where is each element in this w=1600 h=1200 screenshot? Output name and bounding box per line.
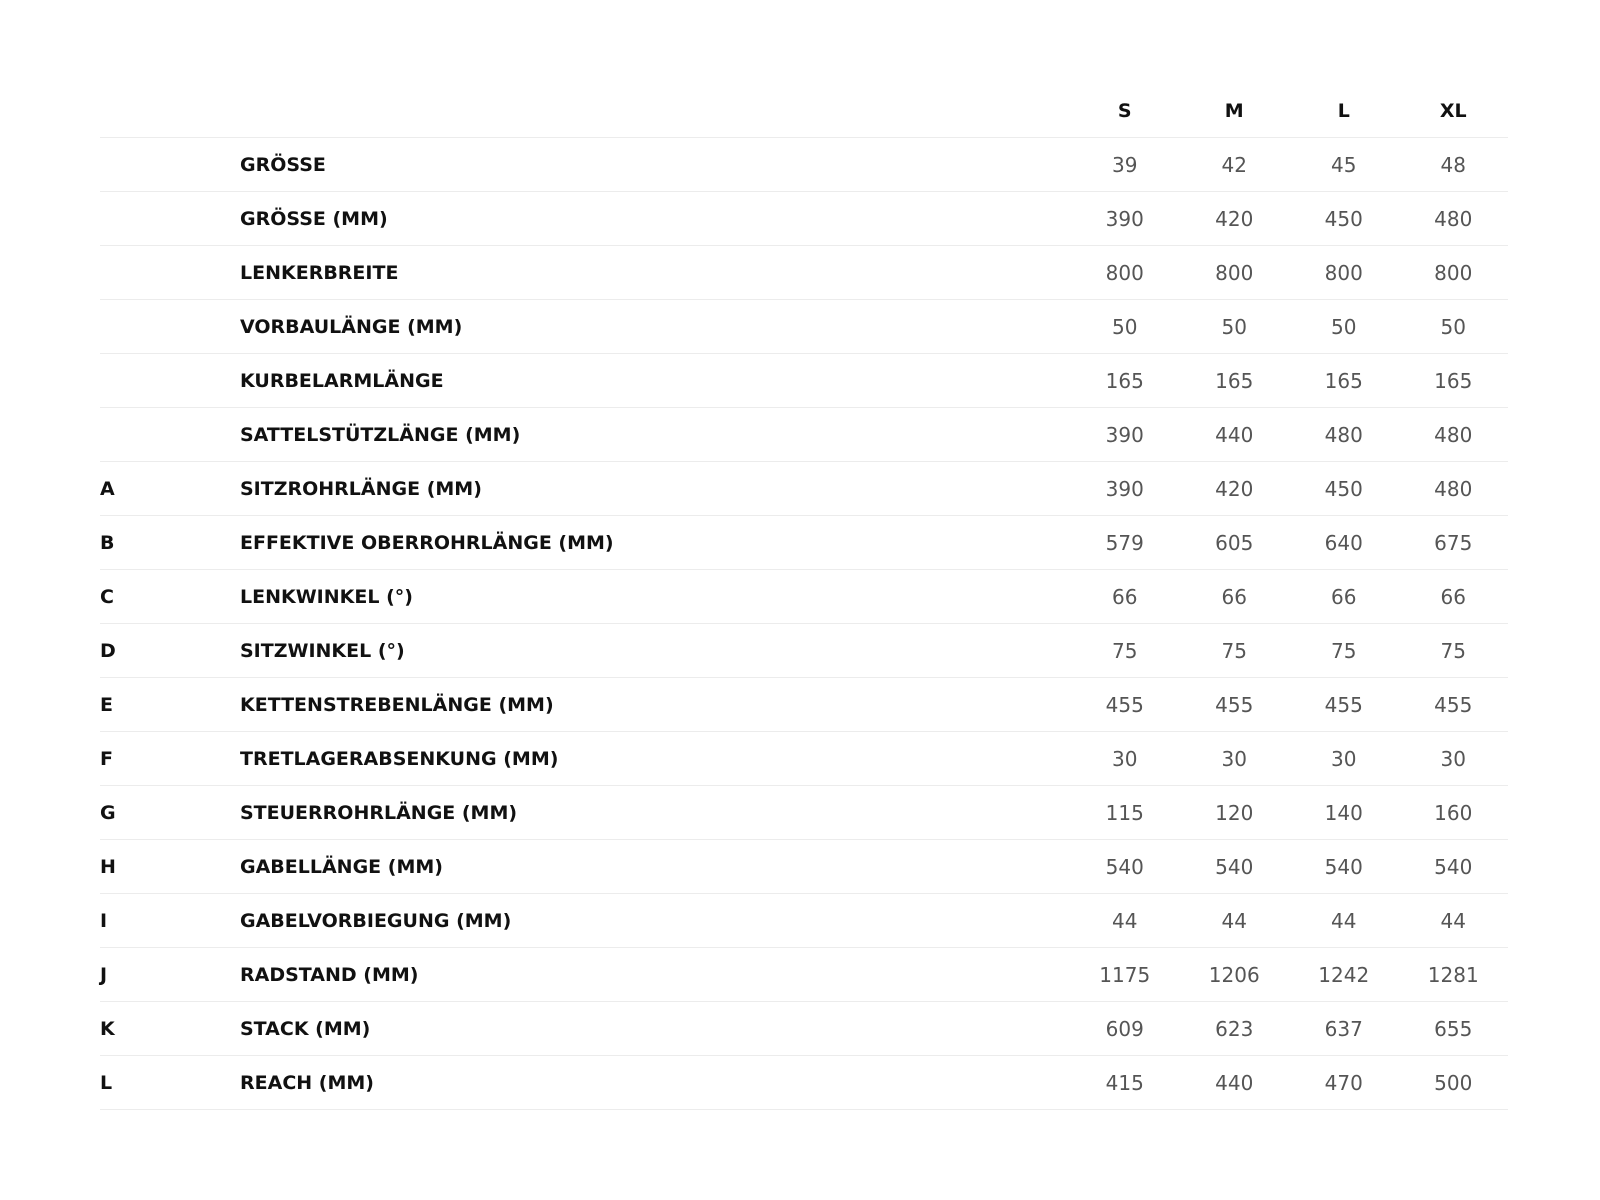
- row-label: GABELVORBIEGUNG (MM): [240, 894, 1070, 948]
- row-label: STEUERROHRLÄNGE (MM): [240, 786, 1070, 840]
- value-cell-xl: 455: [1399, 678, 1509, 732]
- row-letter: E: [100, 678, 240, 732]
- row-letter: L: [100, 1056, 240, 1110]
- value-cell-m: 75: [1180, 624, 1290, 678]
- table-row: [100, 462, 1508, 516]
- value-cell-m: 420: [1180, 192, 1290, 246]
- row-letter: H: [100, 840, 240, 894]
- value-cell-xl: 1281: [1399, 948, 1509, 1002]
- value-cell-l: 1242: [1289, 948, 1399, 1002]
- value-cell-s: 30: [1070, 732, 1180, 786]
- value-cell-l: 75: [1289, 624, 1399, 678]
- table-row: [100, 678, 1508, 732]
- value-cell-s: 75: [1070, 624, 1180, 678]
- value-cell-m: 540: [1180, 840, 1290, 894]
- value-cell-s: 165: [1070, 354, 1180, 408]
- table-row: [100, 1056, 1508, 1110]
- row-letter: [100, 192, 240, 246]
- value-cell-xl: 500: [1399, 1056, 1509, 1110]
- row-label: STACK (MM): [240, 1002, 1070, 1056]
- value-cell-m: 455: [1180, 678, 1290, 732]
- value-cell-m: 66: [1180, 570, 1290, 624]
- value-cell-s: 39: [1070, 138, 1180, 192]
- value-cell-xl: 30: [1399, 732, 1509, 786]
- geometry-table-body: [100, 138, 1508, 1110]
- table-row: [100, 408, 1508, 462]
- value-cell-s: 415: [1070, 1056, 1180, 1110]
- value-cell-m: 42: [1180, 138, 1290, 192]
- value-cell-xl: 165: [1399, 354, 1509, 408]
- row-letter: [100, 246, 240, 300]
- value-cell-s: 66: [1070, 570, 1180, 624]
- value-cell-s: 115: [1070, 786, 1180, 840]
- value-cell-xl: 66: [1399, 570, 1509, 624]
- value-cell-xl: 75: [1399, 624, 1509, 678]
- row-letter: G: [100, 786, 240, 840]
- value-cell-s: 50: [1070, 300, 1180, 354]
- row-label: SATTELSTÜTZLÄNGE (MM): [240, 408, 1070, 462]
- table-row: [100, 1002, 1508, 1056]
- table-row: [100, 246, 1508, 300]
- row-label: EFFEKTIVE OBERROHRLÄNGE (MM): [240, 516, 1070, 570]
- row-letter: J: [100, 948, 240, 1002]
- value-cell-m: 440: [1180, 1056, 1290, 1110]
- row-letter: F: [100, 732, 240, 786]
- value-cell-xl: 480: [1399, 408, 1509, 462]
- letter-header: [100, 84, 240, 138]
- value-cell-l: 450: [1289, 192, 1399, 246]
- value-cell-xl: 480: [1399, 192, 1509, 246]
- table-row: [100, 786, 1508, 840]
- value-cell-s: 579: [1070, 516, 1180, 570]
- row-letter: [100, 300, 240, 354]
- table-row: [100, 894, 1508, 948]
- value-cell-m: 420: [1180, 462, 1290, 516]
- row-label: GRÖSSE: [240, 138, 1070, 192]
- row-label: VORBAULÄNGE (MM): [240, 300, 1070, 354]
- value-cell-l: 30: [1289, 732, 1399, 786]
- value-cell-m: 50: [1180, 300, 1290, 354]
- size-header-xl: XL: [1399, 84, 1509, 138]
- row-letter: [100, 408, 240, 462]
- row-label: LENKWINKEL (°): [240, 570, 1070, 624]
- value-cell-xl: 44: [1399, 894, 1509, 948]
- row-letter: A: [100, 462, 240, 516]
- label-header: [240, 84, 1070, 138]
- value-cell-l: 140: [1289, 786, 1399, 840]
- value-cell-m: 605: [1180, 516, 1290, 570]
- row-label: SITZWINKEL (°): [240, 624, 1070, 678]
- geometry-table-header: [100, 84, 1508, 138]
- row-label: TRETLAGERABSENKUNG (MM): [240, 732, 1070, 786]
- value-cell-s: 540: [1070, 840, 1180, 894]
- value-cell-l: 44: [1289, 894, 1399, 948]
- table-row: [100, 138, 1508, 192]
- table-row: [100, 570, 1508, 624]
- row-label: RADSTAND (MM): [240, 948, 1070, 1002]
- value-cell-xl: 540: [1399, 840, 1509, 894]
- value-cell-l: 470: [1289, 1056, 1399, 1110]
- value-cell-s: 609: [1070, 1002, 1180, 1056]
- value-cell-l: 480: [1289, 408, 1399, 462]
- value-cell-l: 50: [1289, 300, 1399, 354]
- table-row: [100, 948, 1508, 1002]
- value-cell-m: 120: [1180, 786, 1290, 840]
- value-cell-s: 800: [1070, 246, 1180, 300]
- table-row: [100, 840, 1508, 894]
- value-cell-l: 800: [1289, 246, 1399, 300]
- value-cell-m: 44: [1180, 894, 1290, 948]
- value-cell-xl: 48: [1399, 138, 1509, 192]
- value-cell-l: 637: [1289, 1002, 1399, 1056]
- value-cell-l: 455: [1289, 678, 1399, 732]
- value-cell-xl: 675: [1399, 516, 1509, 570]
- value-cell-l: 165: [1289, 354, 1399, 408]
- value-cell-m: 800: [1180, 246, 1290, 300]
- value-cell-xl: 480: [1399, 462, 1509, 516]
- value-cell-m: 1206: [1180, 948, 1290, 1002]
- value-cell-m: 623: [1180, 1002, 1290, 1056]
- value-cell-xl: 50: [1399, 300, 1509, 354]
- row-label: LENKERBREITE: [240, 246, 1070, 300]
- row-letter: [100, 138, 240, 192]
- table-row: [100, 300, 1508, 354]
- value-cell-s: 455: [1070, 678, 1180, 732]
- table-row: [100, 354, 1508, 408]
- value-cell-s: 390: [1070, 408, 1180, 462]
- value-cell-l: 66: [1289, 570, 1399, 624]
- row-label: KURBELARMLÄNGE: [240, 354, 1070, 408]
- value-cell-s: 1175: [1070, 948, 1180, 1002]
- value-cell-xl: 655: [1399, 1002, 1509, 1056]
- value-cell-l: 540: [1289, 840, 1399, 894]
- value-cell-xl: 800: [1399, 246, 1509, 300]
- row-label: GRÖSSE (MM): [240, 192, 1070, 246]
- row-label: REACH (MM): [240, 1056, 1070, 1110]
- value-cell-s: 390: [1070, 462, 1180, 516]
- table-row: [100, 624, 1508, 678]
- value-cell-xl: 160: [1399, 786, 1509, 840]
- row-letter: I: [100, 894, 240, 948]
- value-cell-l: 450: [1289, 462, 1399, 516]
- value-cell-l: 640: [1289, 516, 1399, 570]
- value-cell-s: 44: [1070, 894, 1180, 948]
- table-row: [100, 732, 1508, 786]
- value-cell-l: 45: [1289, 138, 1399, 192]
- geometry-table: [100, 84, 1508, 1110]
- row-label: KETTENSTREBENLÄNGE (MM): [240, 678, 1070, 732]
- size-header-row: [100, 84, 1508, 138]
- value-cell-m: 440: [1180, 408, 1290, 462]
- value-cell-m: 165: [1180, 354, 1290, 408]
- value-cell-s: 390: [1070, 192, 1180, 246]
- row-label: SITZROHRLÄNGE (MM): [240, 462, 1070, 516]
- size-header-s: S: [1070, 84, 1180, 138]
- table-row: [100, 192, 1508, 246]
- row-letter: D: [100, 624, 240, 678]
- row-letter: C: [100, 570, 240, 624]
- table-row: [100, 516, 1508, 570]
- row-letter: [100, 354, 240, 408]
- size-header-m: M: [1180, 84, 1290, 138]
- size-header-l: L: [1289, 84, 1399, 138]
- row-label: GABELLÄNGE (MM): [240, 840, 1070, 894]
- row-letter: K: [100, 1002, 240, 1056]
- row-letter: B: [100, 516, 240, 570]
- value-cell-m: 30: [1180, 732, 1290, 786]
